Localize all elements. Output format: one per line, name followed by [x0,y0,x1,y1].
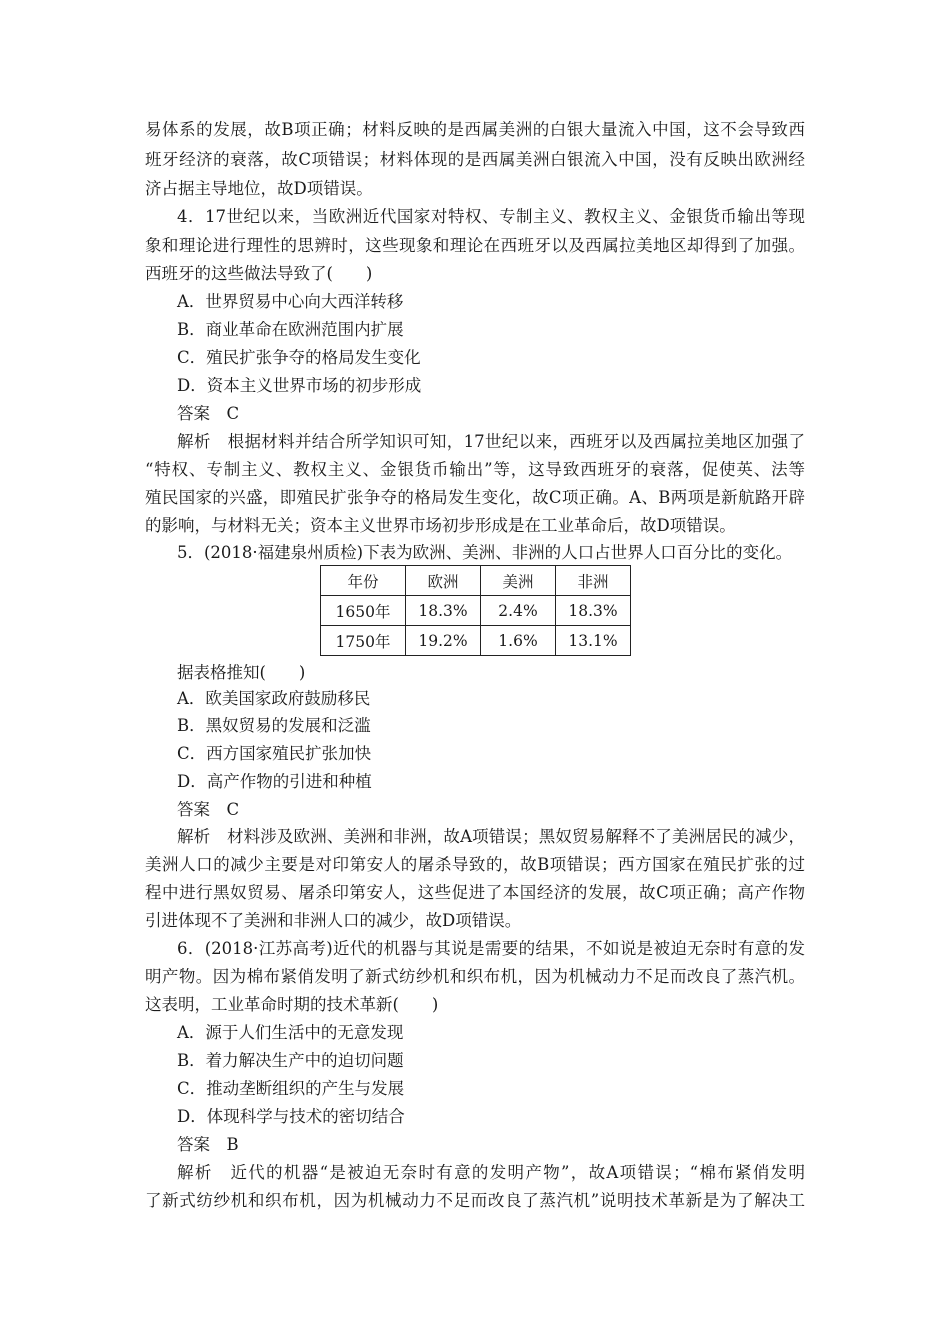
question-6-stem: 这表明，工业革命时期的技术革新( ) [145,995,439,1014]
question-5-option-d: D．高产作物的引进和种植 [177,772,372,791]
table-cell: 18.3% [406,596,481,626]
question-4-option-b: B．商业革命在欧洲范围内扩展 [177,320,404,339]
question-6-option-d: D．体现科学与技术的密切结合 [177,1107,405,1126]
table-header-row [321,566,631,596]
question-4-option-c: C．殖民扩张争夺的格局发生变化 [177,348,421,367]
question-5-option-c: C．西方国家殖民扩张加快 [177,744,372,763]
question-6-option-c: C．推动垄断组织的产生与发展 [177,1079,405,1098]
table-header-cell: 欧洲 [406,566,481,596]
table-row [321,626,631,656]
question-4-stem: 象和理论进行理性的思辨时，这些现象和理论在西班牙以及西属拉美地区却得到了加强。 [145,236,805,255]
population-table [320,565,631,656]
question-4-analysis: “特权、专制主义、教权主义、金银货币输出”等，这导致西班牙的衰落，促使英、法等 [145,460,805,479]
question-5-analysis: 解析 材料涉及欧洲、美洲和非洲，故A项错误；黑奴贸易解释不了美洲居民的减少， [177,827,805,846]
paragraph-line: 易体系的发展，故B项正确；材料反映的是西属美洲的白银大量流入中国，这不会导致西 [145,120,805,139]
question-4-option-d: D．资本主义世界市场的初步形成 [177,376,422,395]
question-4-stem: 4．17世纪以来，当欧洲近代国家对特权、专制主义、教权主义、金银货币输出等现 [177,207,805,226]
question-5-stem: 5．(2018·福建泉州质检)下表为欧洲、美洲、非洲的人口占世界人口百分比的变化。 [177,543,793,562]
question-6-analysis: 解析 近代的机器“是被迫无奈时有意的发明产物”，故A项错误；“棉布紧俏发明 [177,1163,805,1182]
table-cell: 1650年 [321,596,406,626]
question-5-prompt: 据表格推知( ) [177,663,306,682]
table-header-cell: 美洲 [481,566,556,596]
table-cell: 13.1% [556,626,631,656]
paragraph-line: 班牙经济的衰落，故C项错误；材料体现的是西属美洲白银流入中国，没有反映出欧洲经 [145,150,805,169]
table-cell: 1.6% [481,626,556,656]
table-row [321,596,631,626]
table-header-cell: 年份 [321,566,406,596]
question-4-analysis: 的影响，与材料无关；资本主义世界市场初步形成是在工业革命后，故D项错误。 [145,516,736,535]
question-4-stem: 西班牙的这些做法导致了( ) [145,264,373,283]
question-5-option-a: A．欧美国家政府鼓励移民 [177,689,371,708]
question-4-option-a: A．世界贸易中心向大西洋转移 [177,292,404,311]
table-cell: 18.3% [556,596,631,626]
paragraph-line: 济占据主导地位，故D项错误。 [145,179,373,198]
table-cell: 19.2% [406,626,481,656]
question-4-analysis: 殖民国家的兴盛，即殖民扩张争夺的格局发生变化，故C项正确。A、B两项是新航路开辟 [145,488,805,507]
question-5-option-b: B．黑奴贸易的发展和泛滥 [177,716,371,735]
question-4-analysis: 解析 根据材料并结合所学知识可知，17世纪以来，西班牙以及西属拉美地区加强了 [177,432,805,451]
question-5-analysis: 引进体现不了美洲和非洲人口的减少，故D项错误。 [145,911,522,930]
question-6-stem: 6．(2018·江苏高考)近代的机器与其说是需要的结果，不如说是被迫无奈时有意的发 [177,939,805,958]
question-4-answer: 答案 C [177,404,240,423]
question-6-option-b: B．着力解决生产中的迫切问题 [177,1051,404,1070]
table-header-cell: 非洲 [556,566,631,596]
table-cell: 2.4% [481,596,556,626]
table-cell: 1750年 [321,626,406,656]
question-6-answer: 答案 B [177,1135,239,1154]
question-5-analysis: 程中进行黑奴贸易、屠杀印第安人，这些促进了本国经济的发展，故C项正确；高产作物 [145,883,805,902]
question-6-stem: 明产物。因为棉布紧俏发明了新式纺纱机和织布机，因为机械动力不足而改良了蒸汽机。 [145,967,805,986]
question-6-option-a: A．源于人们生活中的无意发现 [177,1023,404,1042]
question-5-answer: 答案 C [177,800,240,819]
question-6-analysis: 了新式纺纱机和织布机，因为机械动力不足而改良了蒸汽机”说明技术革新是为了解决工 [145,1191,805,1210]
question-5-analysis: 美洲人口的减少主要是对印第安人的屠杀导致的，故B项错误；西方国家在殖民扩张的过 [145,855,805,874]
